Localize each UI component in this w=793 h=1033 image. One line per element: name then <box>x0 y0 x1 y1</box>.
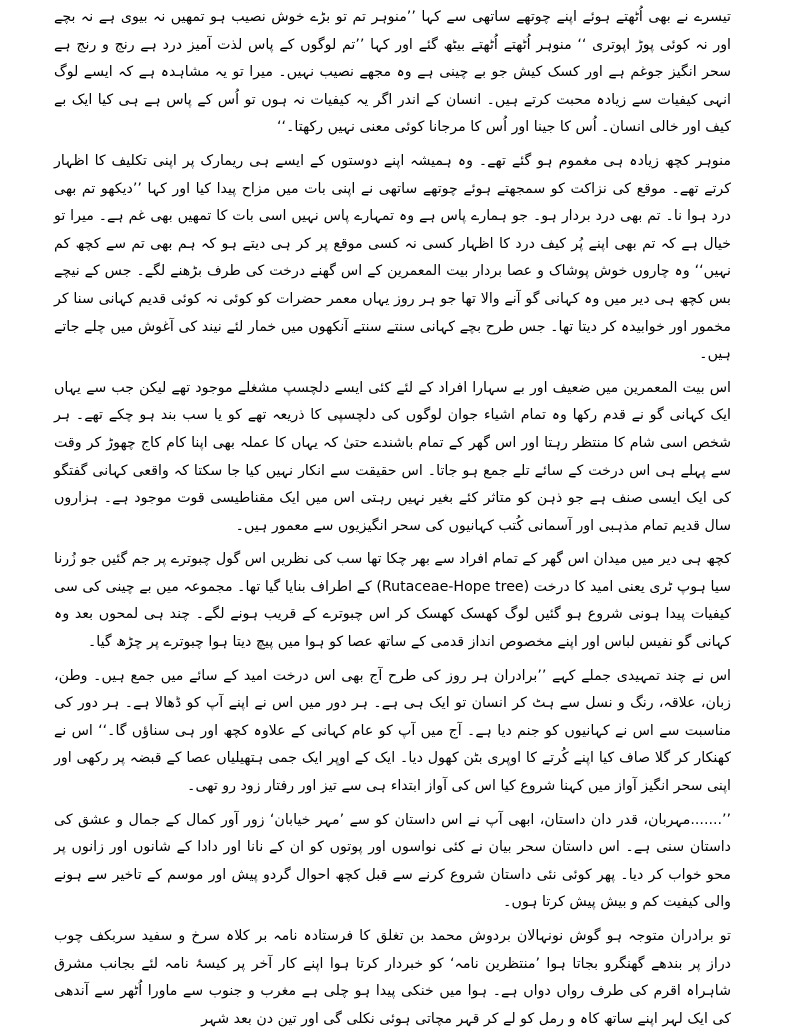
paragraph-3: اس بیت المعمرین میں ضعیف اور بے سہارا افراد کے لئے کئی ایسے دلچسپ مشغلے موجود تھے لیکن جب سے یہاں ایک کہانی گو نے قدم رکھا وہ تمام اشیاء جوان لوگوں کی دلچسپی کا ذریعہ تھے کو یا سب بند ہو چکے تھے۔ ہر شخص اسی شام کا منتظر رہتا اور اس گھر کے تمام باشندے حتیٰ کہ یہاں کا عملہ بھی اپنا کام کاج چھوڑ کر وقت سے پہلے ہی اس درخت کے سائے تلے جمع ہو جاتا۔ اس حقیقت سے انکار نہیں کیا جا سکتا کہ واقعی کہانی گفتگو کی ایک ایسی صنف ہے جو ذہن کو متاثر کئے بغیر نہیں رہتی اس میں ایک مقناطیسی قوت موجود ہے۔ ہزاروں سال قدیم تمام مذہبی اور آسمانی کُتب کہانیوں کی سحر انگیزیوں سے معمور ہیں۔ <box>54 379 731 534</box>
paragraph-1: تیسرے نے بھی اُٹھتے ہوئے اپنے چوتھے ساتھی سے کہا ’’منوہر تم تو بڑے خوش نصیب ہو تمھیں نہ بیوی ہے نہ بچے اور نہ کوئی پوڑ اپوتری ‘‘ منوہر اُٹھتے اُٹھتے بیٹھ گئے اور کہا ’’تم لوگوں کے پاس لذت آمیز درد ہے رنج و رنج ہے سحر انگیز جوغم ہے اور کسک کیش جو بے چینی ہے وہ مجھے نصیب نہیں۔ میرا تو یہ مشاہدہ ہے کہ ایسے لوگ انہی کیفیات سے زیادہ محبت کرتے ہیں۔ انسان کے اندر اگر یہ کیفیات نہ ہوں تو اُس کے پاس ہے ہی کیا ایک بے کیف اور خالی انسان۔ اُس کا جینا اور اُس کا مرجانا کوئی معنی نہیں رکھتا۔‘‘ <box>54 9 731 136</box>
paragraph-6: ’’.......مہربان، قدر دان داستان، ابھی آپ نے اس داستان کو سے ’مہر خیابان‘ زور آور کمال کے جمال و عشق کی داستان سنی ہے۔ اس داستان سحر بیان نے کئی نواسوں اور پوتوں کو ان کے نانا اور دادا کے شانوں اور زانوں پر محو خواب کر دیا۔ پھر کوئی نئی داستان شروع کرنے سے قبل کچھ احوال گردو پیش اور موسم کے تاخیر سے ہونے والی کیفیت کم و بیش پیش کرتا ہوں۔ <box>54 811 731 911</box>
paragraph-7: تو برادران متوجہ ہو گوش نونہالان بردوش محمد بن تغلق کا فرستادہ نامہ بر کلاہ سرخ و سفید سربکف چوب دراز پر بندھے گھنگرو بجاتا ہوا ’منتظرین نامہ‘ کو خبردار کرتا ہوا اپنے کار آخر پر کیسۂ نامہ لئے بجانب مشرق شاہراہ اقرم کی طرف رواں دواں ہے۔ ہوا میں خنکی پیدا ہو چلی ہے مغرب و جنوب سے ماورا اُٹھر سے آندھی کی ایک لہر اپنے ساتھ کاہ و رمل کو لے کر قہر مچاتی ہوئی نکلی گی اور تین دن بعد شہر <box>54 928 731 1027</box>
paragraph-5: اس نے چند تمہیدی جملے کہے ’’برادران ہر روز کی طرح آج بھی اس درخت امید کے سائے میں جمع ہیں۔ وطن، زبان، علاقہ، رنگ و نسل سے ہٹ کر انسان تو ایک ہی ہے۔ ہر دور میں اس نے اپنے آپ کو ڈھالا ہے۔ ہر دور کی مناسبت سے اس نے کہانیوں کو جنم دیا ہے۔ آج میں آپ کو عام کہانی کے علاوہ کچھ اور ہی سناؤں گا۔‘‘ اس نے کھنکار کر گلا صاف کیا اپنے کُرتے کا اوپری بٹن کھول دیا۔ ایک کے اوپر ایک جمی ہتھیلیاں عصا کے قبضہ پر رکھی اور اپنی سحر انگیز آواز میں کہنا شروع کیا اس کی آواز ابتداء ہی سے تیز اور رفتار زود رو تھی۔ <box>54 667 731 795</box>
paragraph-2: منوہر کچھ زیادہ ہی مغموم ہو گئے تھے۔ وہ ہمیشہ اپنے دوستوں کے ایسے ہی ریمارک پر اپنی تکلیف کا اظہار کرتے تھے۔ موقع کی نزاکت کو سمجھتے ہوئے چوتھے ساتھی نے اپنی بات میں مزاح پیدا کیا اور کہا ’’دیکھو تم بھی درد ہوا نا۔ تم بھی درد بردار ہو۔ جو ہمارے پاس ہے وہ تمہارے پاس نہیں اسی بات کا تمھیں بھی غم ہے۔ میرا تو خیال ہے کہ تم بھی اپنے پُر کیف درد کا اظہار کسی نہ کسی موقع پر کر ہی دیتے ہو کہ ہم بھی تم سے کچھ کم نہیں‘‘ وہ چاروں خوش پوشاک و عصا بردار بیت المعمرین کے اس گھنے درخت کی طرف بڑھنے لگے۔ جس کے نیچے بس کچھ ہی دیر میں وہ کہانی گو آنے والا تھا جو ہر روز یہاں معمر حضرات کو کوئی نہ کوئی قدیم کہانی سنا کر مخمور اور خوابیدہ کر دیتا تھا۔ جس طرح بچے کہانی سنتے سنتے آنکھوں میں خمار لئے نیند کی آغوش میں چلے جاتے ہیں۔ <box>54 152 731 363</box>
paragraph-4: کچھ ہی دیر میں میدان اس گھر کے تمام افراد سے بھر چکا تھا سب کی نظریں اس گول چبوترے پر جم گئیں جو زُرنا سیا ہوپ ٹری یعنی امید کا درخت (Rutaceae-Hope tree) کے اطراف بنایا گیا تھا۔ مجموعہ میں بے چینی کی سی کیفیات پیدا ہونی شروع ہو گئیں لوگ کھسک کھسک کر اس چبوترے کے قریب ہونے لگے۔ چند ہی لمحوں بعد وہ کہانی گو نفیس لباس اور اپنے مخصوص انداز قدمی کے ساتھ عصا کو ہوا میں پیچ دیتا ہوا چبوترے پر چڑھ گیا۔ <box>54 551 731 651</box>
